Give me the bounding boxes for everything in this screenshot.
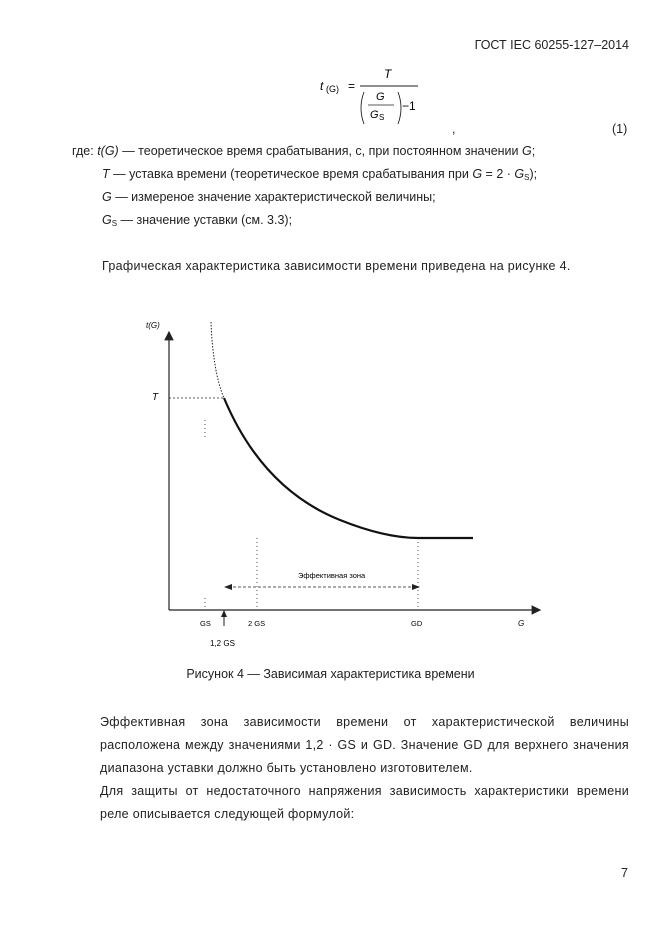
- formula-inner-denominator: G: [370, 109, 379, 121]
- definition-3: [102, 190, 436, 204]
- def-text-2-gs-sub: S: [524, 173, 530, 182]
- formula-comma: ,: [452, 122, 456, 136]
- tick-2gs: 2 GS: [248, 619, 266, 628]
- x-axis-label: G: [518, 619, 525, 628]
- page-number: 7: [621, 866, 628, 880]
- definition-1: [72, 144, 535, 158]
- def-text-1-g: G: [522, 144, 532, 158]
- effective-zone-arrow-right: [412, 584, 420, 590]
- curve-dotted-part: [211, 322, 224, 398]
- formula-equals: =: [348, 79, 356, 93]
- def-text-4: — значение уставки (см. 3.3);: [117, 213, 293, 227]
- figure-caption: Рисунок 4 — Зависимая характеристика времени: [186, 667, 475, 681]
- formula-right-paren: [398, 92, 401, 124]
- formula-number: (1): [612, 122, 628, 136]
- def-symbol-g: G: [102, 190, 112, 204]
- marker-1-2-gs-arrow: [221, 610, 227, 617]
- def-text-2-tail: );: [529, 167, 538, 181]
- formula-inner-denominator-sub: S: [379, 113, 385, 122]
- y-axis-label: t(G): [146, 321, 160, 330]
- formula-lhs-t: t: [320, 79, 324, 93]
- def-text-2: — уставка времени (теоретическое время срабатывания при: [109, 167, 473, 181]
- paragraph-effective-zone: Эффективная зона зависимости времени от характеристической величины расположена между значениями 1,2 · GS и GD. Значение GD для верхнего значения диапазона уставки должно быть установлено изготовителем.: [100, 715, 629, 775]
- formula-inner-numerator: G: [376, 91, 385, 103]
- definition-2: [102, 167, 537, 182]
- def-text-1: — теоретическое время срабатывания, с, при постоянном значении: [118, 144, 522, 158]
- def-text-2-mid: = 2 ·: [482, 167, 515, 181]
- paragraph-undervoltage: Для защиты от недостаточного напряжения зависимость характеристики времени реле описывается следующей формулой:: [100, 784, 629, 821]
- where-label: где:: [72, 144, 94, 158]
- definition-4: [102, 213, 292, 228]
- formula-lhs-arg: (G): [326, 84, 339, 94]
- def-text-2-gs: G: [514, 167, 525, 181]
- def-symbol-gs: G: [102, 213, 112, 227]
- tick-gd: GD: [411, 619, 423, 628]
- formula-1: [300, 60, 460, 130]
- figure-intro-sentence: Графическая характеристика зависимости времени приведена на рисунке 4.: [102, 259, 571, 273]
- formula-numerator: T: [384, 67, 392, 81]
- def-text-2-g: G: [472, 167, 483, 181]
- effective-zone-label: Эффективная зона: [298, 571, 366, 580]
- document-header: ГОСТ IEC 60255-127–2014: [474, 38, 629, 52]
- figure-4-time-characteristic: [140, 310, 560, 655]
- def-text-1-tail: ;: [531, 144, 536, 158]
- time-characteristic-curve: [224, 398, 418, 538]
- def-symbol-tg: t(G): [97, 144, 119, 158]
- formula-left-paren: [361, 92, 364, 124]
- formula-minus-one: −1: [402, 99, 416, 113]
- marker-1-2-gs-label: 1,2 GS: [210, 639, 235, 648]
- effective-zone-arrow-left: [224, 584, 232, 590]
- def-text-3: — измереное значение характеристической величины;: [111, 190, 436, 204]
- def-symbol-t: T: [102, 167, 110, 181]
- t-level-label: T: [152, 392, 159, 403]
- tick-gs: GS: [200, 619, 211, 628]
- def-symbol-gs-sub: S: [111, 219, 118, 228]
